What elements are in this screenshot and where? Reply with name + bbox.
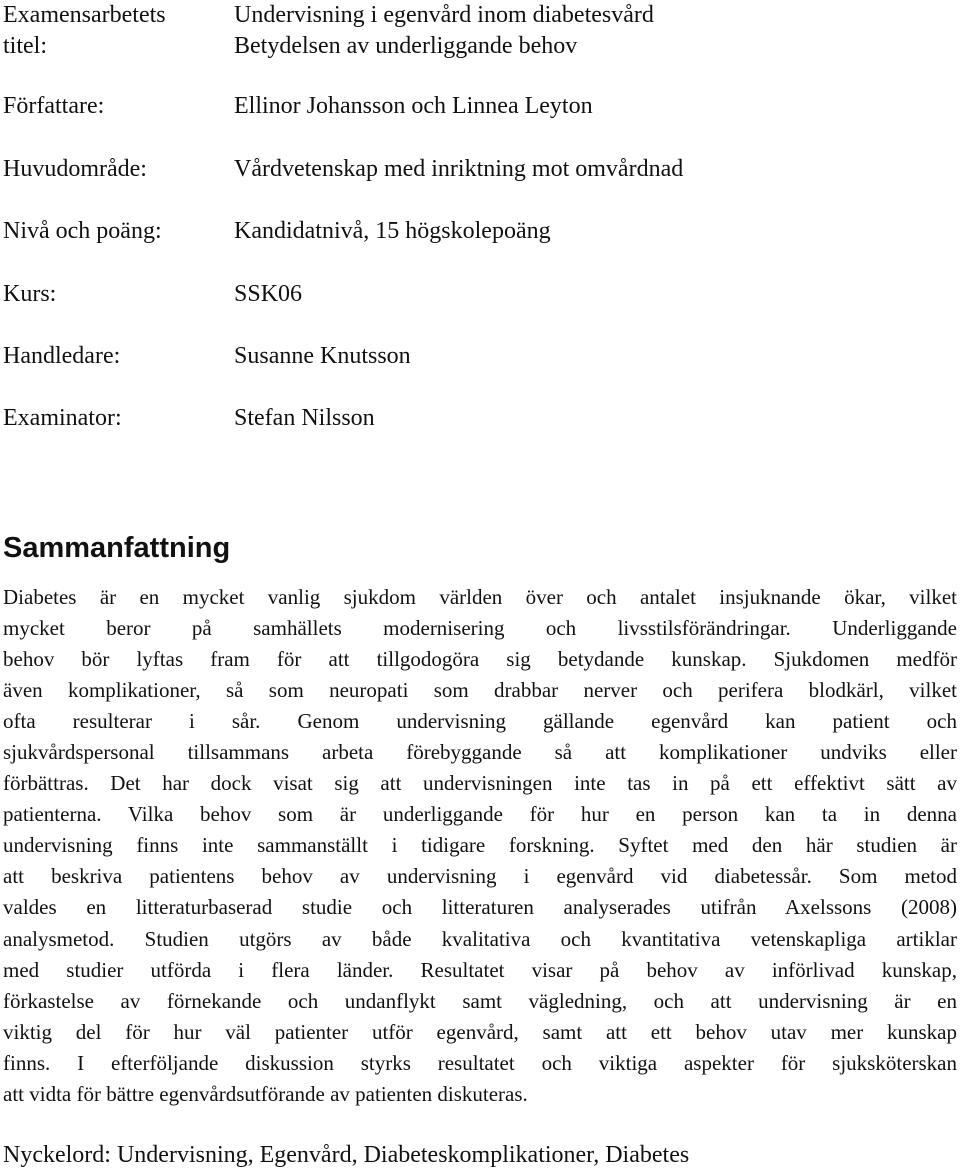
abstract-heading: Sammanfattning: [3, 532, 231, 564]
meta-label-line: Nivå och poäng:: [3, 218, 162, 244]
meta-label-level: [3, 216, 228, 247]
meta-label-supervisor: [3, 341, 228, 372]
meta-value-line: Susanne Knutsson: [234, 343, 411, 369]
meta-value-level: [234, 216, 551, 247]
meta-value-line: Kandidatnivå, 15 högskolepoäng: [234, 218, 551, 244]
meta-value-examiner: [234, 403, 375, 434]
meta-value-line: Betydelsen av underliggande behov: [234, 33, 578, 59]
meta-value-main-field: [234, 154, 683, 185]
meta-value-course: [234, 279, 302, 310]
meta-label-course: [3, 279, 228, 310]
abstract-line: behov bör lyftas fram för att tillgodogöra sig betydande kunskap. Sjukdomen medför: [3, 647, 957, 672]
abstract-line: Diabetes är en mycket vanlig sjukdom världen över och antalet insjuknande ökar, vilket: [3, 585, 957, 609]
abstract-line: förbättras. Det har dock visat sig att undervisningen inte tas in på ett effektivt sätt av: [3, 771, 957, 796]
meta-value-authors: [234, 91, 593, 122]
abstract-line: även komplikationer, så som neuropati som drabbar nerver och perifera blodkärl, vilket: [3, 678, 957, 703]
abstract-line: analysmetod. Studien utgörs av både kvalitativa och kvantitativa vetenskapliga artiklar: [3, 926, 957, 951]
abstract-line: mycket beror på samhällets modernisering och livsstilsförändringar. Underliggande: [3, 616, 957, 641]
meta-value-line: Vårdvetenskap med inriktning mot omvårdnad: [234, 156, 684, 182]
meta-label-line: Examensarbetets: [3, 2, 166, 28]
meta-value-supervisor: [234, 341, 411, 372]
abstract-body: [3, 582, 957, 1110]
meta-value-line: Undervisning i egenvård inom diabetesvård: [234, 2, 654, 28]
abstract-line: valdes en litteraturbaserad studie och litteraturen analyserades utifrån Axelssons (2008): [3, 895, 957, 920]
meta-value-title: [234, 0, 654, 62]
meta-label-main-field: [3, 154, 228, 185]
abstract-line: finns. I efterföljande diskussion styrks resultatet och viktiga aspekter för sjuksköterskan: [3, 1050, 957, 1075]
abstract-line: med studier utförda i flera länder. Resultatet visar på behov av införlivad kunskap,: [3, 957, 957, 982]
abstract-line: viktig del för hur väl patienter utför egenvård, samt att ett behov utav mer kunskap: [3, 1019, 957, 1044]
abstract-line: patienterna. Vilka behov som är underliggande för hur en person kan ta in denna: [3, 802, 957, 827]
meta-label-authors: [3, 91, 228, 122]
meta-label-line: titel:: [3, 33, 47, 59]
meta-value-line: Ellinor Johansson och Linnea Leyton: [234, 93, 593, 119]
meta-value-line: SSK06: [234, 281, 303, 307]
abstract-line: ofta resulterar i sår. Genom undervisning gällande egenvård kan patient och: [3, 709, 957, 734]
meta-label-line: Examinator:: [3, 405, 122, 431]
meta-label-title: [3, 0, 228, 62]
abstract-line: att beskriva patientens behov av undervisning i egenvård vid diabetessår. Som metod: [3, 864, 957, 889]
meta-label-examiner: [3, 403, 228, 434]
meta-label-line: Huvudområde:: [3, 156, 147, 182]
abstract-line: att vidta för bättre egenvårdsutförande av patienten diskuteras.: [3, 1081, 528, 1106]
abstract-line: undervisning finns inte sammanställt i tidigare forskning. Syftet med den här studien är: [3, 833, 957, 858]
meta-label-line: Handledare:: [3, 343, 121, 369]
keywords: Nyckelord: Undervisning, Egenvård, Diabeteskomplikationer, Diabetes: [3, 1142, 690, 1168]
meta-value-line: Stefan Nilsson: [234, 405, 375, 431]
abstract-line: sjukvårdspersonal tillsammans arbeta förebyggande så att komplikationer undviks eller: [3, 740, 957, 765]
meta-label-line: Författare:: [3, 93, 105, 119]
abstract-line: förkastelse av förnekande och undanflykt samt vägledning, och att undervisning är en: [3, 988, 957, 1013]
meta-label-line: Kurs:: [3, 281, 57, 307]
